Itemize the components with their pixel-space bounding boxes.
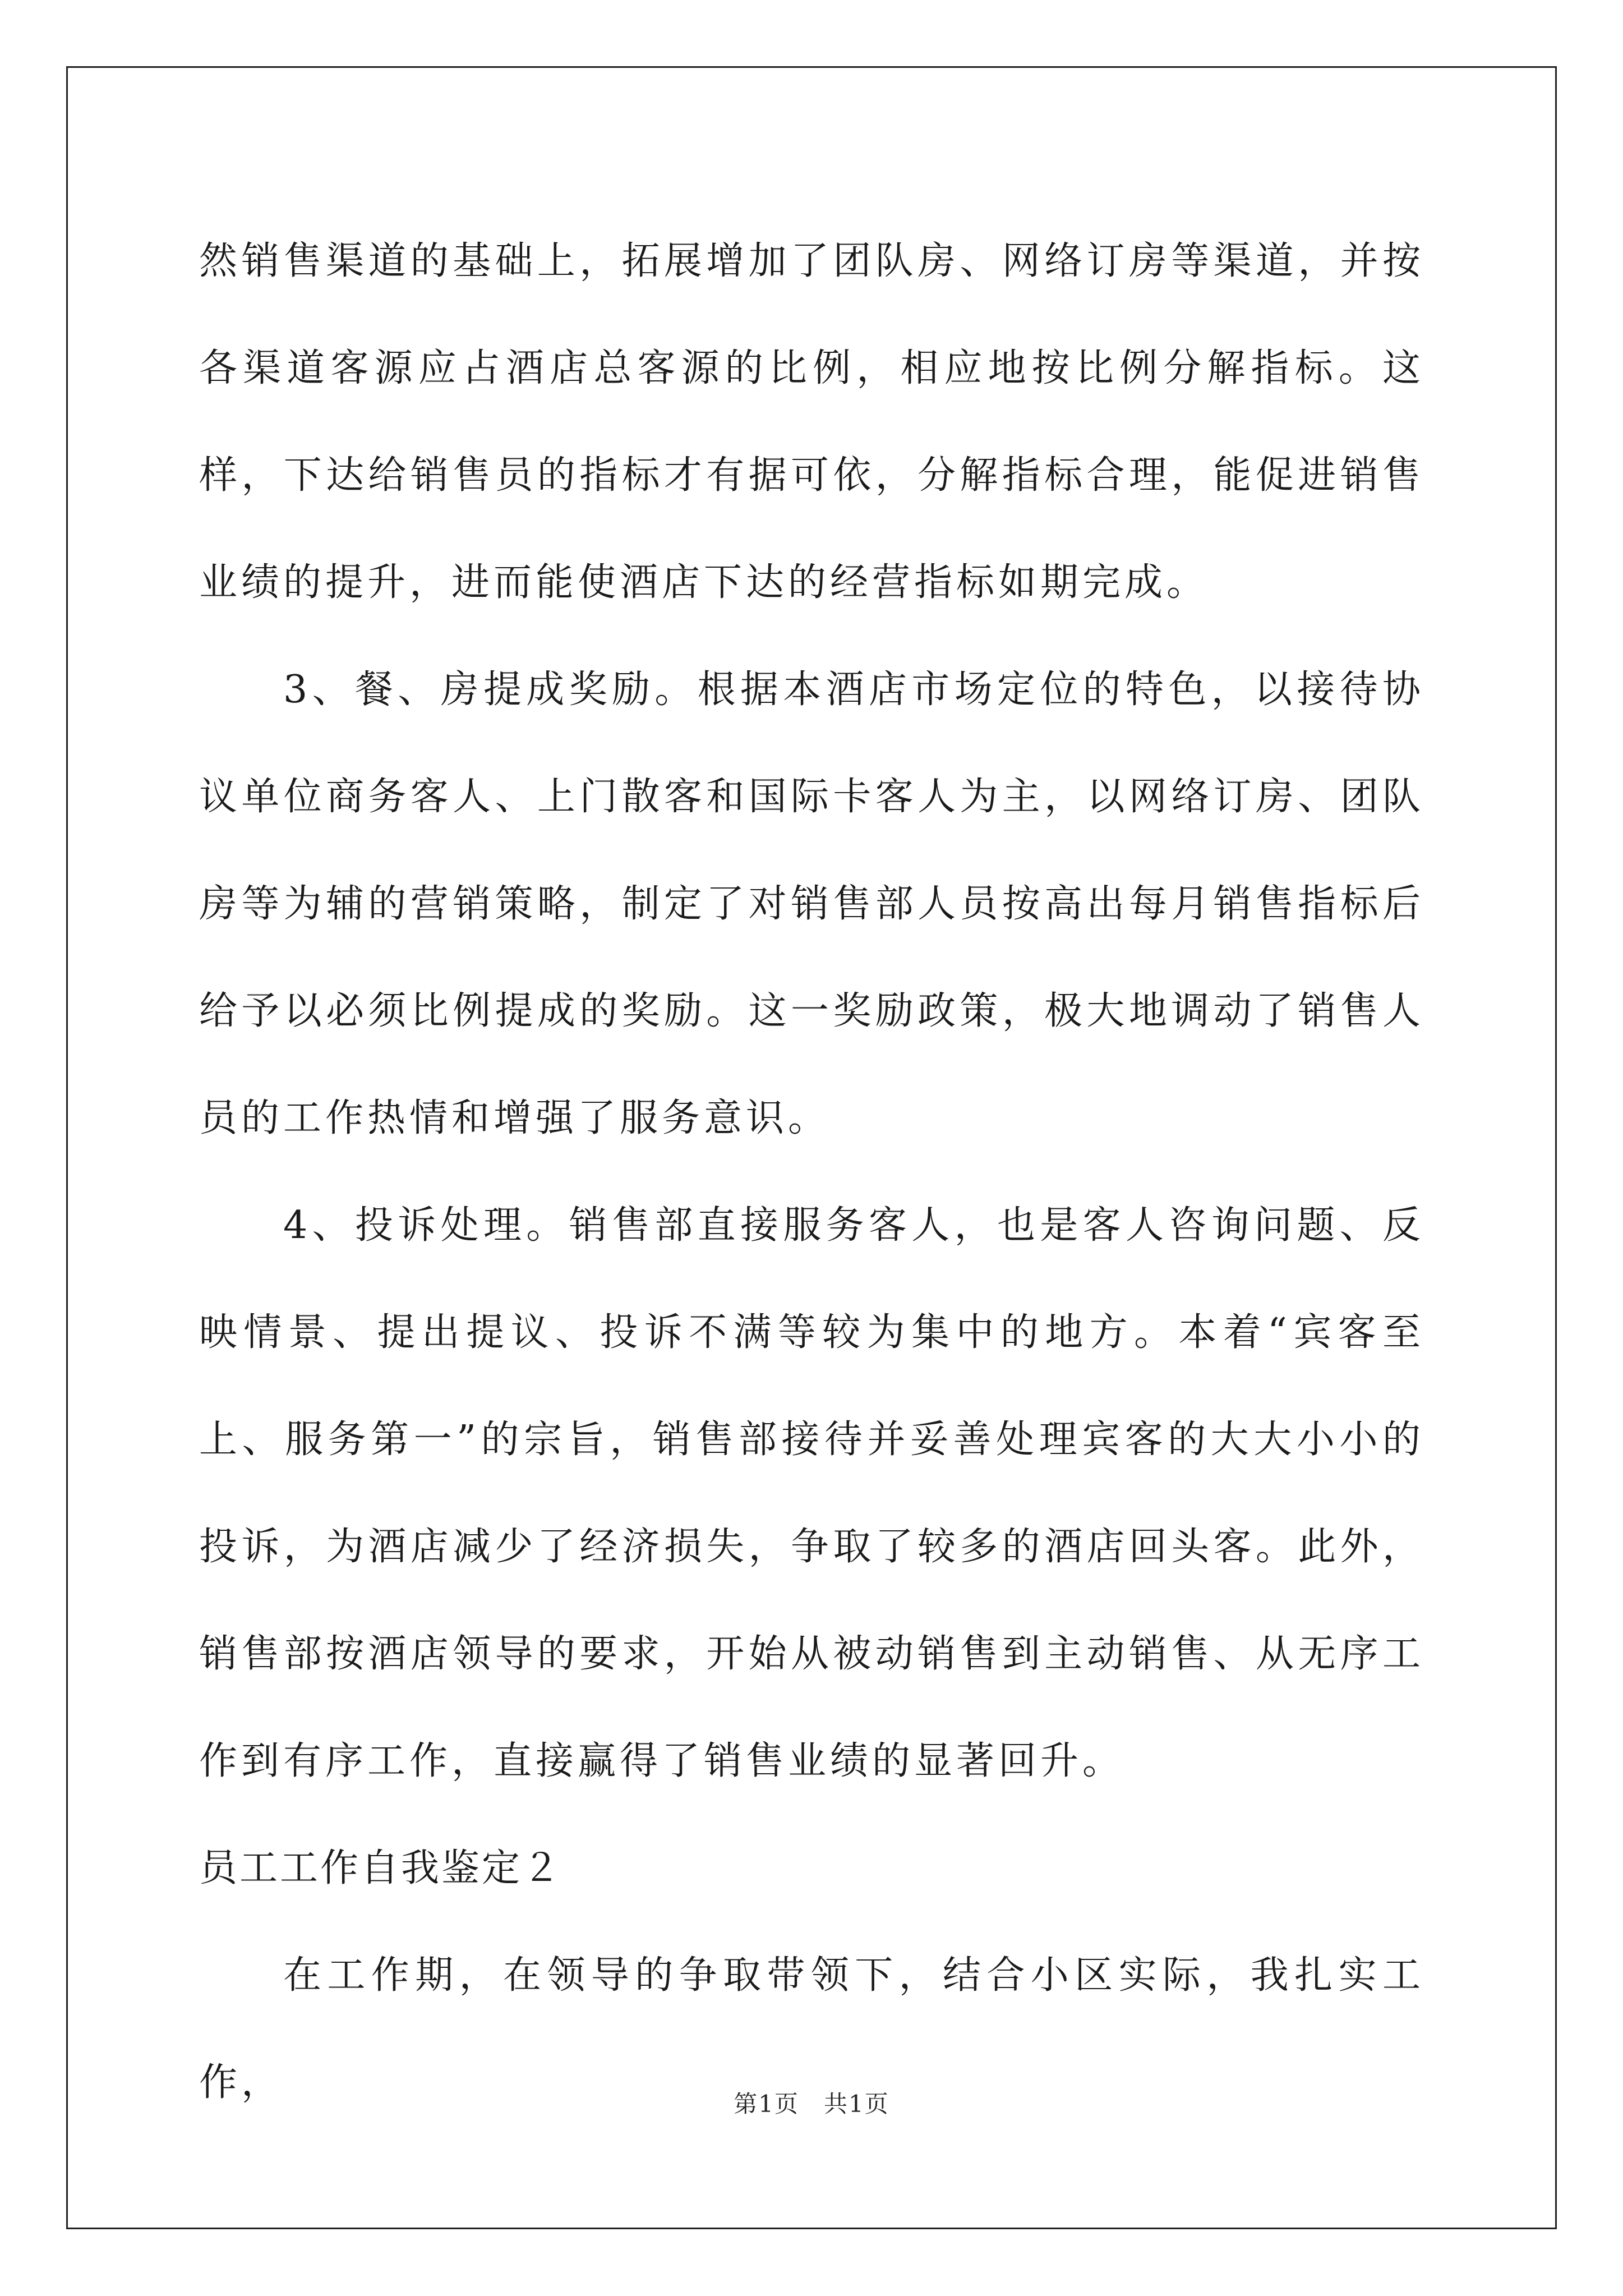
section-heading: 员工工作自我鉴定２	[199, 1846, 563, 1890]
paragraph-continuation: 然销售渠道的基础上，拓展增加了团队房、网络订房等渠道，并按各渠道客源应占酒店总客源的比例，相应地按比例分解指标。这样，下达给销售员的指标才有据可依，分解指标合理，能促进销售业绩的提升，进而能使酒店下达的经营指标如期完成。	[199, 239, 1424, 605]
paragraph-item-3: 3、餐、房提成奖励。根据本酒店市场定位的特色，以接待协议单位商务客人、上门散客和国际卡客人为主，以网络订房、团队房等为辅的营销策略，制定了对销售部人员按高出每月销售指标后给予以必须比例提成的奖励。这一奖励政策，极大地调动了销售人员的工作热情和增强了服务意识。	[199, 668, 1424, 1140]
paragraph-item-4: 4、投诉处理。销售部直接服务客人，也是客人咨询问题、反映情景、提出提议、投诉不满等较为集中的地方。本着“宾客至上、服务第一”的宗旨，销售部接待并妥善处理宾客的大大小小的投诉，为酒店减少了经济损失，争取了较多的酒店回头客。此外，销售部按酒店领导的要求，开始从被动销售到主动销售、从无序工作到有序工作，直接赢得了销售业绩的显著回升。	[199, 1203, 1424, 1783]
page-footer: 第1页 共1页	[734, 2090, 889, 2118]
document-body	[199, 208, 1424, 2136]
paragraph-work-period: 在工作期，在领导的争取带领下，结合小区实际，我扎实工作，	[199, 1953, 1424, 2105]
